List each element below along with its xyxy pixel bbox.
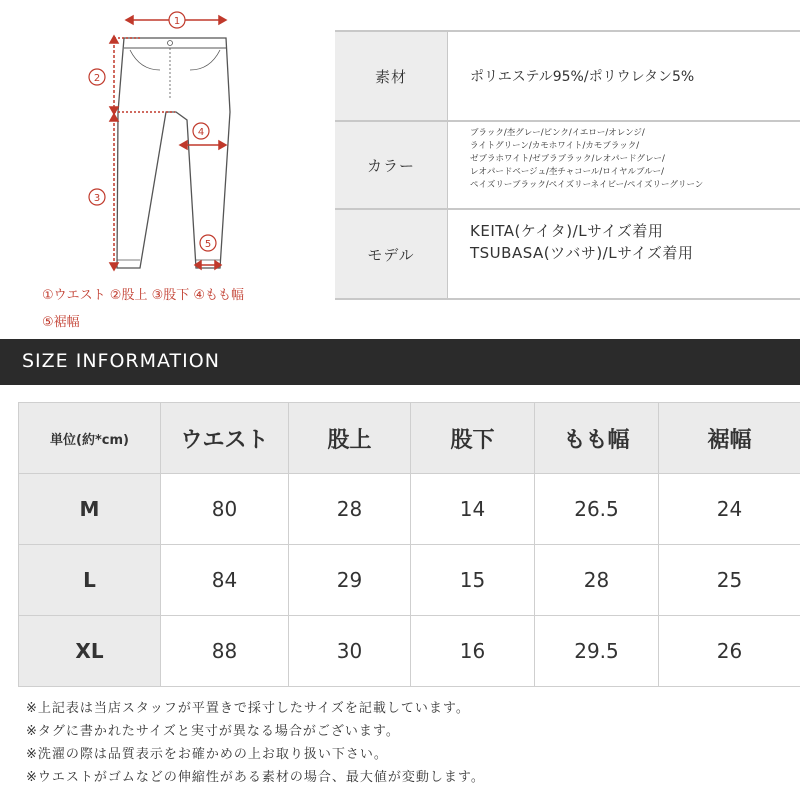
- spec-label: モデル: [335, 210, 448, 298]
- model-line: TSUBASA(ツバサ)/Lサイズ着用: [470, 244, 694, 262]
- marker-2: 2: [93, 73, 101, 84]
- marker-1: 1: [173, 16, 181, 27]
- table-cell: 80: [161, 474, 289, 545]
- pants-illustration: [0, 0, 330, 280]
- color-line: ブラック/杢グレー/ピンク/イエロー/オレンジ/: [470, 128, 645, 138]
- note-line: ※上記表は当店スタッフが平置きで採寸したサイズを記載しています。: [26, 701, 470, 716]
- size-label: L: [19, 545, 161, 616]
- size-label: XL: [19, 616, 161, 687]
- spec-row-color: [335, 120, 800, 208]
- spec-label: 素材: [335, 32, 448, 120]
- size-table-header-row: [19, 403, 800, 474]
- table-row: [19, 616, 800, 687]
- color-line: ライトグリーン/カモホワイト/カモブラック/: [470, 141, 640, 151]
- spec-value-colors: [448, 122, 800, 208]
- model-line: KEITA(ケイタ)/Lサイズ着用: [470, 222, 664, 240]
- spec-row-material: [335, 30, 800, 120]
- spec-value-models: [448, 210, 800, 298]
- notes: [26, 697, 786, 789]
- table-cell: 29.5: [535, 616, 659, 687]
- spec-value: ポリエステル95%/ポリウレタン5%: [470, 69, 695, 85]
- table-cell: 15: [411, 545, 535, 616]
- table-cell: 84: [161, 545, 289, 616]
- size-table: [18, 402, 800, 687]
- table-cell: 28: [535, 545, 659, 616]
- table-cell: 24: [659, 474, 800, 545]
- table-cell: 88: [161, 616, 289, 687]
- spec-row-model: [335, 208, 800, 300]
- column-header: 裾幅: [659, 403, 800, 474]
- banner-title: SIZE INFORMATION: [22, 350, 220, 372]
- spec-table: [335, 30, 800, 300]
- legend-line-2: ⑤裾幅: [42, 315, 80, 330]
- legend-line-1: ①ウエスト ②股上 ③股下 ④もも幅: [42, 288, 245, 303]
- table-cell: 16: [411, 616, 535, 687]
- column-header: もも幅: [535, 403, 659, 474]
- measurement-diagram: [0, 0, 330, 340]
- marker-4: 4: [197, 127, 205, 138]
- marker-3: 3: [93, 193, 101, 204]
- size-label: M: [19, 474, 161, 545]
- column-header: ウエスト: [161, 403, 289, 474]
- table-cell: 30: [289, 616, 411, 687]
- column-header: 単位(約*cm): [19, 403, 161, 474]
- table-cell: 29: [289, 545, 411, 616]
- color-line: レオパードベージュ/杢チャコール/ロイヤルブルー/: [470, 167, 664, 177]
- table-cell: 28: [289, 474, 411, 545]
- note-line: ※ウエストがゴムなどの伸縮性がある素材の場合、最大値が変動します。: [26, 770, 485, 785]
- note-line: ※洗濯の際は品質表示をお確かめの上お取り扱い下さい。: [26, 747, 388, 762]
- table-row: [19, 474, 800, 545]
- size-information-banner: [0, 339, 800, 385]
- table-cell: 26: [659, 616, 800, 687]
- table-cell: 26.5: [535, 474, 659, 545]
- color-line: ペイズリーブラック/ペイズリーネイビー/ペイズリーグリーン: [470, 180, 704, 190]
- marker-5: 5: [204, 239, 212, 250]
- table-row: [19, 545, 800, 616]
- color-line: ゼブラホワイト/ゼブラブラック/レオパードグレー/: [470, 154, 665, 164]
- table-cell: 14: [411, 474, 535, 545]
- column-header: 股下: [411, 403, 535, 474]
- note-line: ※タグに書かれたサイズと実寸が異なる場合がございます。: [26, 724, 400, 739]
- table-cell: 25: [659, 545, 800, 616]
- column-header: 股上: [289, 403, 411, 474]
- spec-label: カラー: [335, 122, 448, 208]
